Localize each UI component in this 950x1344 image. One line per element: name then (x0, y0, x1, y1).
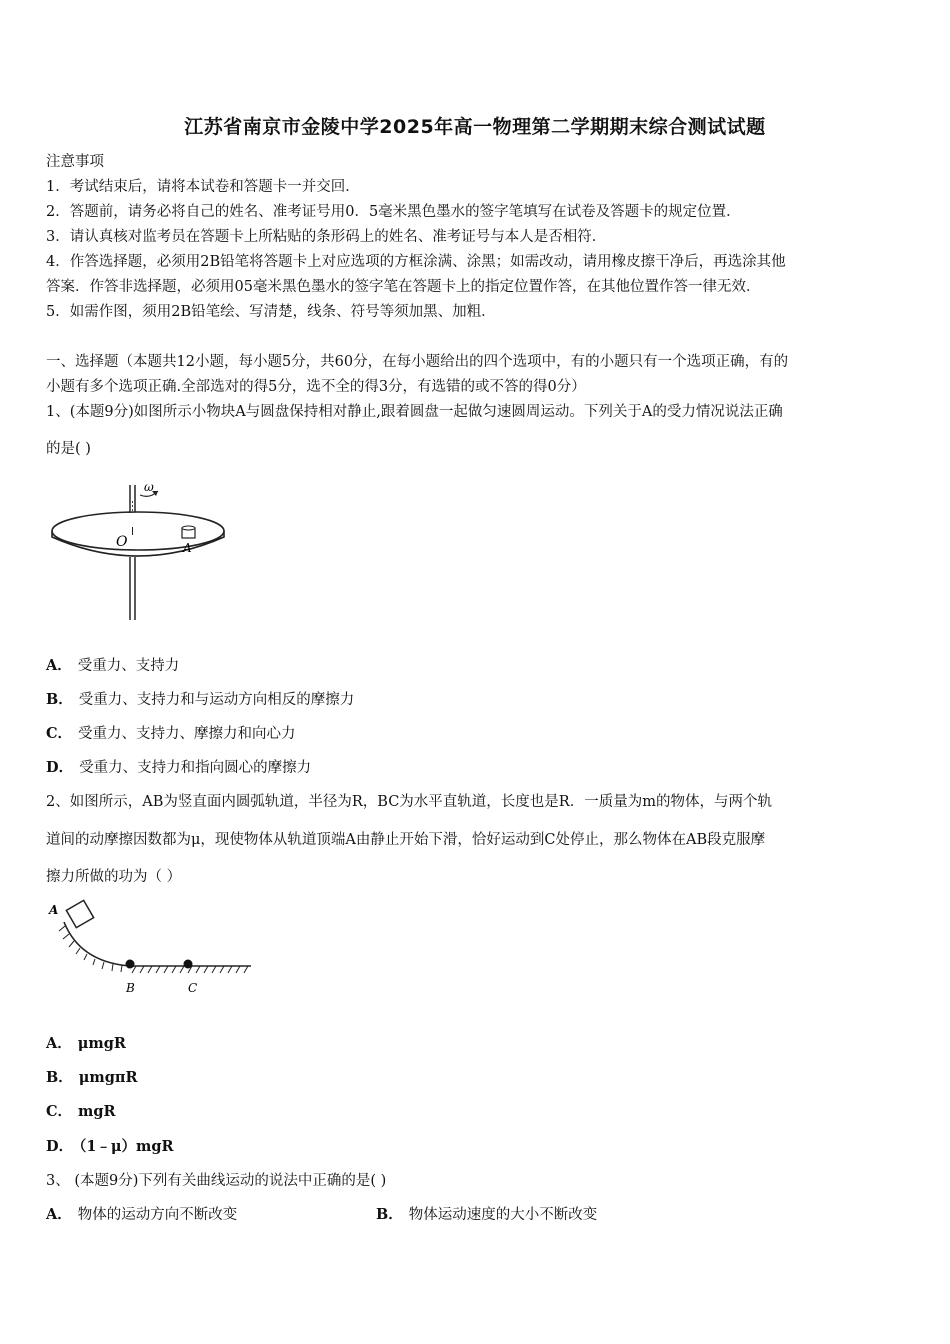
option-text: 受重力、支持力 (77, 658, 180, 674)
point-a-label: A (49, 903, 59, 917)
point-b-label: B (126, 981, 135, 995)
q3-option-b (376, 1205, 597, 1225)
option-key: A． (46, 657, 72, 674)
q2-track-figure (46, 898, 256, 998)
notice-heading: 注意事项 (46, 154, 104, 170)
option-text: mgR (78, 1103, 116, 1120)
exam-title: 江苏省南京市金陵中学2025年高一物理第二学期期末综合测试试题 (184, 116, 766, 138)
section-heading-line2: 小题有多个选项正确.全部选对的得5分，选不全的得3分，有选错的或不答的得0分） (46, 379, 586, 395)
option-text: 受重力、支持力和与运动方向相反的摩擦力 (78, 692, 355, 708)
option-key: D． (46, 759, 74, 776)
option-text: μmgR (77, 1035, 126, 1052)
q1-option-d (46, 758, 311, 778)
omega-label: ω (144, 480, 154, 494)
option-text: 受重力、支持力和指向圆心的摩擦力 (79, 760, 312, 776)
q1-stem-line2: 的是( ) (46, 441, 91, 457)
q2-option-d (46, 1137, 174, 1157)
option-key: A． (46, 1035, 72, 1052)
q2-option-a (46, 1034, 126, 1054)
option-text: 物体运动速度的大小不断改变 (408, 1207, 598, 1223)
q1-option-b (46, 690, 354, 710)
option-text: 受重力、支持力、摩擦力和向心力 (78, 726, 296, 742)
center-o-label: O (116, 534, 128, 550)
option-key: A． (46, 1206, 72, 1223)
block-a-label: A (183, 541, 192, 555)
option-key: B． (376, 1206, 403, 1223)
q2-option-c (46, 1102, 116, 1122)
option-key: C． (46, 725, 73, 742)
option-key: B． (46, 1069, 73, 1086)
notice-item: 3．请认真核对监考员在答题卡上所粘贴的条形码上的姓名、准考证号与本人是否相符． (46, 229, 607, 245)
q1-rotating-disk-figure (46, 475, 236, 625)
option-key: B． (46, 691, 73, 708)
q2-stem-line3: 擦力所做的功为（ ） (46, 869, 182, 885)
notice-item: 2．答题前，请务必将自己的姓名、准考证号用0．5毫米黑色墨水的签字笔填写在试卷及答题卡的规定位置． (46, 204, 741, 220)
section-heading-line1: 一、选择题（本题共12小题，每小题5分，共60分，在每小题给出的四个选项中，有的小题只有一个选项正确，有的 (46, 354, 789, 370)
q3-option-a (46, 1205, 237, 1225)
notice-item: 1．考试结束后，请将本试卷和答题卡一并交回． (46, 179, 360, 195)
option-key: D． (46, 1138, 74, 1155)
notice-item: 答案．作答非选择题，必须用05毫米黑色墨水的签字笔在答题卡上的指定位置作答，在其他位置作答一律无效． (46, 279, 761, 295)
option-text: 物体的运动方向不断改变 (77, 1207, 238, 1223)
point-c-label: C (188, 981, 198, 995)
q2-stem-line2: 道间的动摩擦因数都为μ，现使物体从轨道顶端A由静止开始下滑，恰好运动到C处停止，那么物体在AB段克服摩 (46, 832, 766, 848)
q2-stem-line1: 2、如图所示，AB为竖直面内圆弧轨道，半径为R，BC为水平直轨道，长度也是R．一质量为m的物体，与两个轨 (46, 794, 772, 810)
notice-item: 5．如需作图，须用2B铅笔绘、写清楚，线条、符号等须加黑、加粗． (46, 304, 496, 320)
notice-item: 4．作答选择题，必须用2B铅笔将答题卡上对应选项的方框涂满、涂黑；如需改动，请用橡皮擦干净后，再选涂其他 (46, 254, 786, 270)
option-key: C． (46, 1103, 73, 1120)
q2-option-b (46, 1068, 138, 1088)
q1-stem-line1: 1、(本题9分)如图所示小物块A与圆盘保持相对静止,跟着圆盘一起做匀速圆周运动。下列关于A的受力情况说法正确 (46, 404, 783, 420)
q1-option-a (46, 656, 179, 676)
option-text: μmgπR (78, 1069, 138, 1086)
q3-stem: 3、 (本题9分)下列有关曲线运动的说法中正确的是( ) (46, 1173, 387, 1189)
q1-option-c (46, 724, 296, 744)
option-text: （1﹣μ）mgR (79, 1138, 174, 1155)
